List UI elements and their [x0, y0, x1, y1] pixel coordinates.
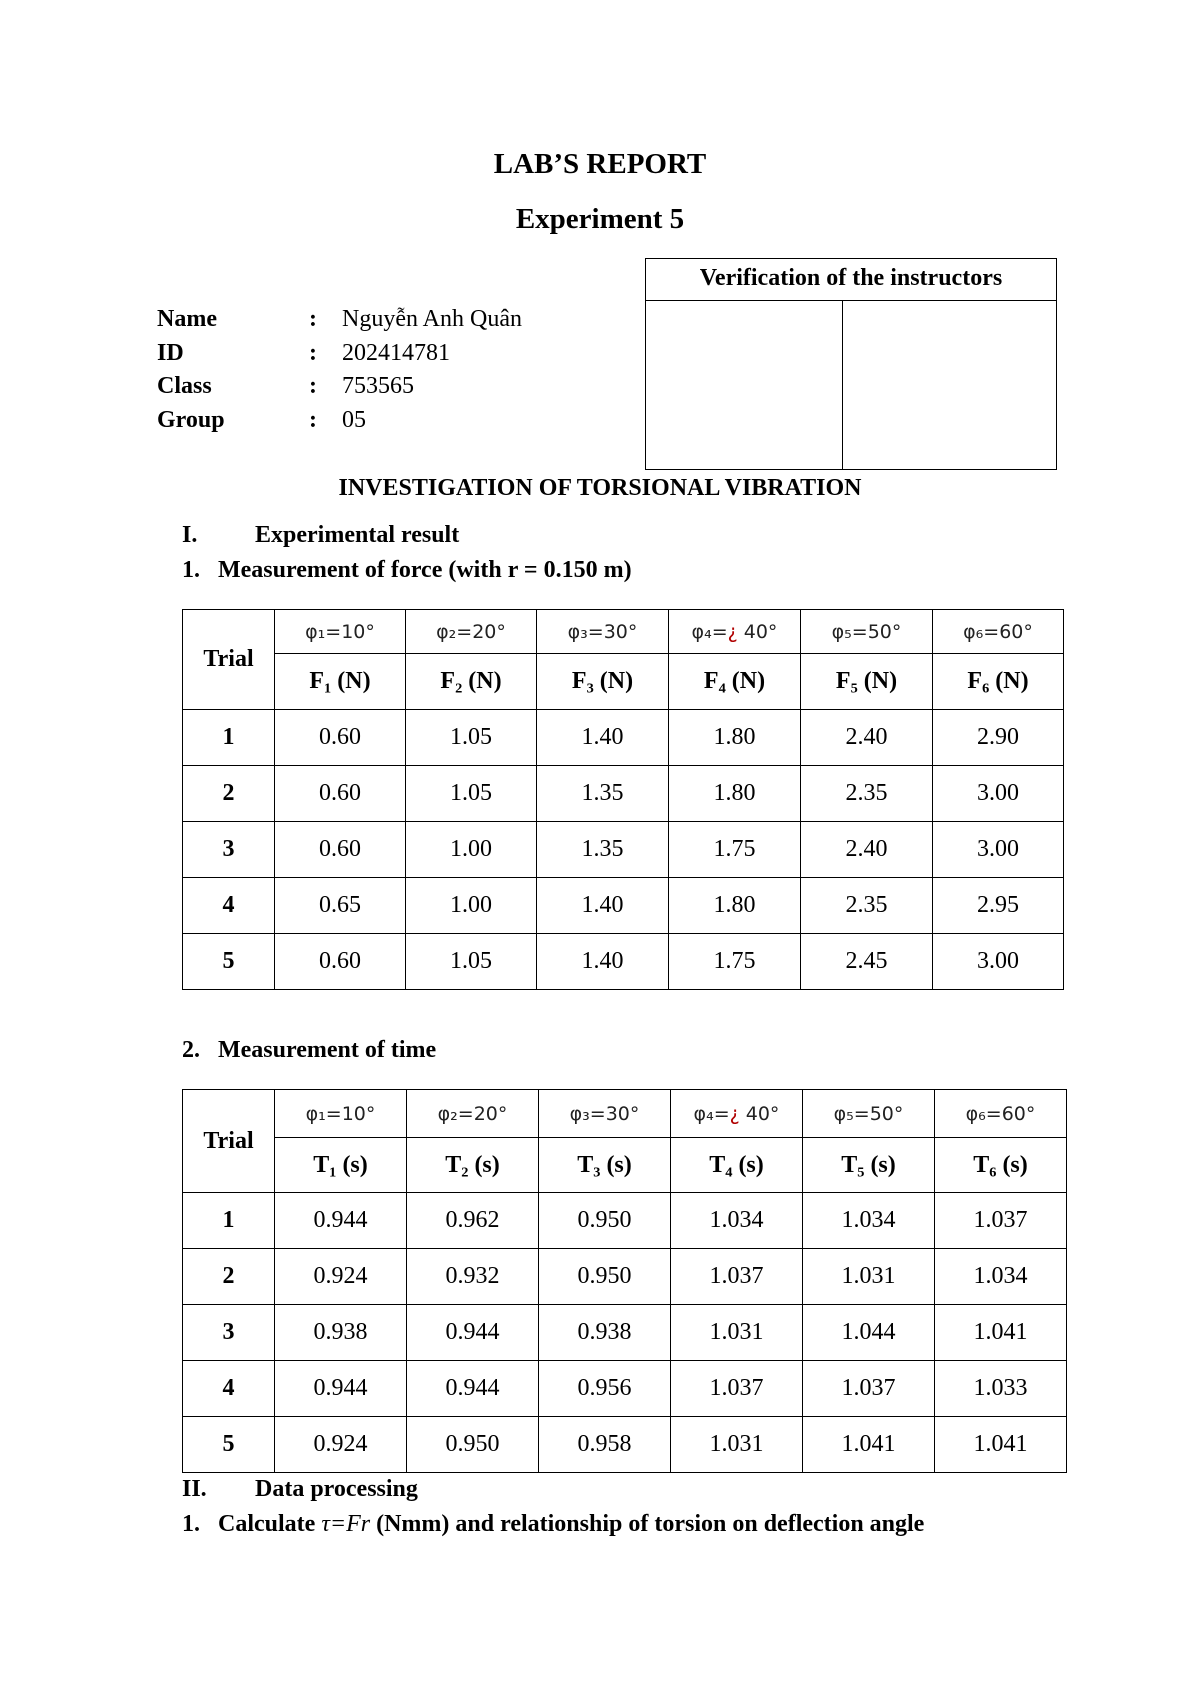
trial-number: 4 — [183, 1361, 275, 1417]
angle-header: φ₃=30° — [537, 610, 669, 654]
info-label: Class — [157, 373, 212, 399]
info-row-group — [157, 404, 522, 438]
verification-box — [645, 258, 1057, 470]
table-cell: 1.037 — [935, 1193, 1067, 1249]
experiment-title: Experiment 5 — [515, 203, 685, 235]
table-cell: 0.938 — [275, 1305, 407, 1361]
table-cell: 0.924 — [275, 1417, 407, 1473]
trial-number: 1 — [183, 710, 275, 766]
angle-header: φ₆=60° — [933, 610, 1064, 654]
table-cell: 1.037 — [803, 1361, 935, 1417]
info-colon: : — [309, 406, 317, 433]
table-cell: 2.95 — [933, 878, 1064, 934]
info-value: 202414781 — [342, 339, 450, 366]
table-cell: 1.35 — [537, 822, 669, 878]
table-cell: 1.40 — [537, 934, 669, 990]
quantity-header: F₁ (N) — [275, 654, 406, 710]
part2-item — [182, 1511, 924, 1538]
part2-item-pre: Calculate — [218, 1511, 322, 1537]
table-cell: 0.944 — [275, 1193, 407, 1249]
table-row — [183, 1361, 1067, 1417]
time-heading-text: Measurement of time — [218, 1037, 437, 1063]
table-cell: 2.90 — [933, 710, 1064, 766]
quantity-header: T₄ (s) — [671, 1138, 803, 1193]
table-cell: 1.80 — [669, 878, 801, 934]
trial-number: 4 — [183, 878, 275, 934]
table-cell: 0.950 — [407, 1417, 539, 1473]
angle-header: φ₆=60° — [935, 1090, 1067, 1138]
verification-heading: Verification of the instructors — [646, 259, 1056, 301]
trial-header: Trial — [183, 610, 275, 710]
angle-header: φ₂=20° — [407, 1090, 539, 1138]
table-cell: 1.031 — [671, 1305, 803, 1361]
table-cell: 0.944 — [407, 1361, 539, 1417]
info-value: Nguyễn Anh Quân — [342, 306, 522, 332]
quantity-header: F₆ (N) — [933, 654, 1064, 710]
table-cell: 1.037 — [671, 1249, 803, 1305]
table-cell: 1.75 — [669, 822, 801, 878]
table-cell: 3.00 — [933, 822, 1064, 878]
table-cell: 2.45 — [801, 934, 933, 990]
signature-cell-left — [646, 301, 843, 469]
table-cell: 0.944 — [407, 1305, 539, 1361]
table-cell: 1.75 — [669, 934, 801, 990]
table-cell: 0.924 — [275, 1249, 407, 1305]
table-cell: 2.35 — [801, 766, 933, 822]
tau-formula: τ=Fr — [321, 1511, 371, 1537]
table-header-row — [183, 654, 1064, 710]
table-cell: 2.40 — [801, 822, 933, 878]
table-row — [183, 1305, 1067, 1361]
quantity-header: F₄ (N) — [669, 654, 801, 710]
table-cell: 0.962 — [407, 1193, 539, 1249]
quantity-header: F₃ (N) — [537, 654, 669, 710]
trial-number: 2 — [183, 766, 275, 822]
info-row-class — [157, 370, 522, 404]
quantity-header: F₂ (N) — [406, 654, 537, 710]
table-cell: 1.034 — [671, 1193, 803, 1249]
table-cell: 1.031 — [803, 1249, 935, 1305]
table-cell: 2.35 — [801, 878, 933, 934]
table-row — [183, 934, 1064, 990]
table-cell: 1.041 — [935, 1417, 1067, 1473]
report-title: LAB’S REPORT — [493, 148, 707, 180]
table-row — [183, 766, 1064, 822]
table-header-row — [183, 610, 1064, 654]
table-cell: 1.80 — [669, 710, 801, 766]
quantity-header: T₁ (s) — [275, 1138, 407, 1193]
table-row — [183, 1417, 1067, 1473]
table-cell: 1.00 — [406, 878, 537, 934]
angle-header: φ₂=20° — [406, 610, 537, 654]
table-cell: 0.938 — [539, 1305, 671, 1361]
table-cell: 1.80 — [669, 766, 801, 822]
table-cell: 1.05 — [406, 766, 537, 822]
angle-header: φ₃=30° — [539, 1090, 671, 1138]
part2-heading — [182, 1476, 418, 1503]
quantity-header: T₃ (s) — [539, 1138, 671, 1193]
info-label: Name — [157, 306, 217, 332]
quantity-header: F₅ (N) — [801, 654, 933, 710]
table-row — [183, 710, 1064, 766]
table-row — [183, 878, 1064, 934]
table-header-row — [183, 1138, 1067, 1193]
angle-header: φ₁=10° — [275, 1090, 407, 1138]
table-cell: 3.00 — [933, 766, 1064, 822]
part2-item-post: (Nmm) and relationship of torsion on deflection angle — [370, 1511, 925, 1537]
angle-header: φ₅=50° — [801, 610, 933, 654]
info-row-name — [157, 303, 522, 337]
info-label: Group — [157, 406, 225, 433]
table-cell: 0.950 — [539, 1249, 671, 1305]
info-label: ID — [157, 339, 184, 366]
table-cell: 0.60 — [275, 766, 406, 822]
table-cell: 0.958 — [539, 1417, 671, 1473]
table-cell: 1.05 — [406, 710, 537, 766]
table-cell: 1.041 — [803, 1417, 935, 1473]
table-cell: 1.041 — [935, 1305, 1067, 1361]
table-cell: 1.00 — [406, 822, 537, 878]
table-cell: 0.956 — [539, 1361, 671, 1417]
force-heading — [182, 557, 632, 584]
table-cell: 0.944 — [275, 1361, 407, 1417]
section-title: INVESTIGATION OF TORSIONAL VIBRATION — [338, 475, 862, 501]
table-cell: 0.60 — [275, 822, 406, 878]
angle-header: φ₄=¿ 40° — [669, 610, 801, 654]
trial-number: 1 — [183, 1193, 275, 1249]
force-heading-text: Measurement of force (with r = 0.150 m) — [218, 557, 632, 583]
table-cell: 1.037 — [671, 1361, 803, 1417]
trial-number: 3 — [183, 1305, 275, 1361]
table-cell: 1.05 — [406, 934, 537, 990]
info-colon: : — [309, 373, 317, 399]
table-cell: 0.932 — [407, 1249, 539, 1305]
table-cell: 1.031 — [671, 1417, 803, 1473]
info-value: 753565 — [342, 373, 414, 399]
quantity-header: T₆ (s) — [935, 1138, 1067, 1193]
table-row — [183, 1193, 1067, 1249]
table-cell: 1.044 — [803, 1305, 935, 1361]
table-cell: 1.034 — [803, 1193, 935, 1249]
time-table — [182, 1089, 1067, 1473]
table-header-row — [183, 1090, 1067, 1138]
table-cell: 1.40 — [537, 878, 669, 934]
table-cell: 0.950 — [539, 1193, 671, 1249]
table-cell: 0.65 — [275, 878, 406, 934]
part2-roman: II. — [182, 1476, 207, 1502]
part2-title: Data processing — [255, 1476, 418, 1502]
trial-number: 2 — [183, 1249, 275, 1305]
force-table — [182, 609, 1064, 990]
table-cell: 2.40 — [801, 710, 933, 766]
info-colon: : — [309, 339, 317, 366]
table-cell: 1.35 — [537, 766, 669, 822]
time-heading — [182, 1037, 436, 1064]
table-cell: 0.60 — [275, 934, 406, 990]
part1-heading — [182, 522, 459, 549]
time-heading-num: 2. — [182, 1037, 200, 1063]
angle-header: φ₁=10° — [275, 610, 406, 654]
table-cell: 0.60 — [275, 710, 406, 766]
info-row-id — [157, 337, 522, 371]
table-row — [183, 822, 1064, 878]
trial-header: Trial — [183, 1090, 275, 1193]
table-cell: 1.034 — [935, 1249, 1067, 1305]
signature-cell-right — [843, 301, 1056, 469]
trial-number: 5 — [183, 1417, 275, 1473]
quantity-header: T₅ (s) — [803, 1138, 935, 1193]
trial-number: 3 — [183, 822, 275, 878]
table-cell: 1.033 — [935, 1361, 1067, 1417]
part1-title: Experimental result — [255, 522, 460, 548]
table-row — [183, 1249, 1067, 1305]
angle-header: φ₄=¿ 40° — [671, 1090, 803, 1138]
angle-header: φ₅=50° — [803, 1090, 935, 1138]
quantity-header: T₂ (s) — [407, 1138, 539, 1193]
force-heading-num: 1. — [182, 557, 200, 583]
student-info — [157, 303, 522, 437]
part2-item-num: 1. — [182, 1511, 200, 1537]
info-value: 05 — [342, 406, 366, 433]
info-colon: : — [309, 306, 317, 332]
part1-roman: I. — [182, 522, 198, 548]
trial-number: 5 — [183, 934, 275, 990]
table-cell: 3.00 — [933, 934, 1064, 990]
table-cell: 1.40 — [537, 710, 669, 766]
